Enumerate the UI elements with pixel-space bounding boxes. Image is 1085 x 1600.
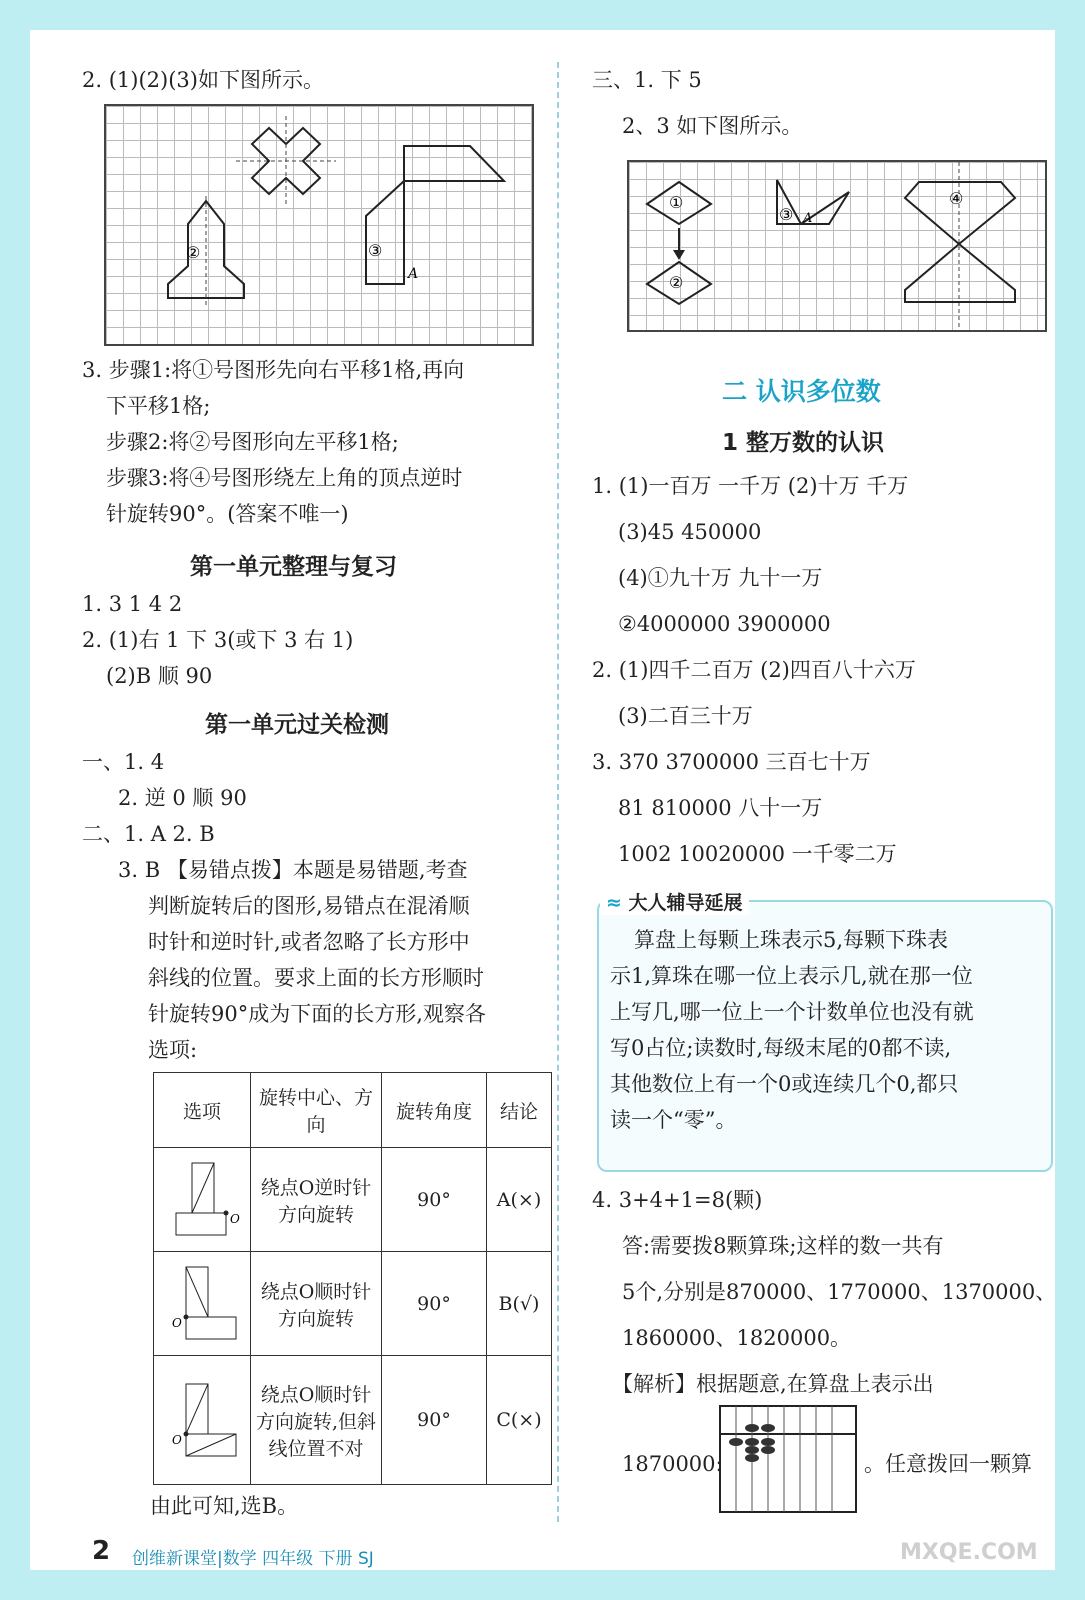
svg-text:O: O — [172, 1316, 182, 1330]
right-s3-1: 三、1. 下 5 — [592, 68, 702, 92]
lesson-title: 1 整万数的认识 — [722, 430, 885, 456]
svg-text:O: O — [230, 1212, 240, 1226]
test-a4-line1: 3. B 【易错点拨】本题是易错题,考查 — [118, 858, 468, 882]
left-figure-svg — [106, 106, 532, 344]
table-cell: C(×) — [487, 1356, 552, 1485]
option-b-svg — [162, 1261, 242, 1341]
abacus-icon — [718, 1404, 858, 1514]
review-a2a: 2. (1)右 1 下 3(或下 3 右 1) — [82, 628, 354, 652]
right-a3-line3: 1002 10020000 一千零二万 — [618, 842, 897, 866]
option-figure-c — [154, 1356, 251, 1485]
unit-title: 二 认识多位数 — [722, 377, 881, 406]
right-a4-line3: 5个,分别是870000、1770000、1370000、 — [622, 1280, 1057, 1304]
rfig-label-4: ④ — [949, 189, 964, 208]
table-header: 旋转中心、方向 — [251, 1073, 382, 1148]
rfig-label-3: ③ — [779, 205, 794, 224]
right-a4-line6a: 1870000: — [622, 1452, 723, 1476]
test-a2: 2. 逆 0 顺 90 — [118, 786, 247, 810]
test-a4-line2: 判断旋转后的图形,易错点在混淆顺 — [148, 894, 470, 918]
right-a4-line1: 4. 3+4+1=8(颗) — [592, 1188, 763, 1212]
test-a4-line6: 选项: — [148, 1038, 198, 1062]
test-title: 第一单元过关检测 — [205, 712, 389, 738]
watermark: MXQE.COM — [900, 1540, 1038, 1565]
svg-text:O: O — [172, 1432, 182, 1447]
table-cell: B(√) — [487, 1252, 552, 1356]
book-info: 创维新课堂|数学 四年级 下册 SJ — [132, 1549, 374, 1569]
option-figure-a — [154, 1148, 251, 1252]
box-line3: 上写几,哪一位上一个计数单位也没有就 — [610, 1000, 974, 1024]
right-a1-line4: ②4000000 3900000 — [618, 612, 831, 636]
table-cell: A(×) — [487, 1148, 552, 1252]
test-a3: 二、1. A 2. B — [82, 822, 215, 846]
table-cell: 90° — [382, 1252, 487, 1356]
option-c-svg — [162, 1378, 242, 1458]
option-a-svg — [162, 1157, 242, 1237]
right-a4-line6b: 。任意拨回一颗算 — [864, 1452, 1032, 1476]
box-line5: 其他数位上有一个0或连续几个0,都只 — [610, 1072, 959, 1096]
column-divider — [557, 62, 559, 1522]
table-cell: 90° — [382, 1356, 487, 1485]
rfig-label-1: ① — [669, 193, 684, 212]
box-line1: 算盘上每颗上珠表示5,每颗下珠表 — [634, 928, 949, 952]
left-grid-figure — [104, 104, 534, 346]
left-q3-line1: 3. 步骤1:将①号图形先向右平移1格,再向 — [82, 358, 465, 382]
left-q2: 2. (1)(2)(3)如下图所示。 — [82, 68, 324, 92]
table-cell: 绕点O顺时针方向旋转 — [251, 1252, 382, 1356]
right-grid-figure — [627, 160, 1047, 332]
table-row — [154, 1148, 552, 1252]
page-border-right — [1055, 0, 1085, 1600]
table-header-row — [154, 1073, 552, 1148]
box-line2: 示1,算珠在哪一位上表示几,就在那一位 — [610, 964, 973, 988]
tutor-box-title-text: 大人辅导延展 — [628, 892, 743, 914]
review-a2b: (2)B 顺 90 — [106, 664, 213, 688]
right-a4-line4: 1860000、1820000。 — [622, 1326, 852, 1350]
table-row — [154, 1252, 552, 1356]
table-cell: 绕点O逆时针方向旋转 — [251, 1148, 382, 1252]
test-a4-line5: 针旋转90°成为下面的长方形,观察各 — [148, 1002, 486, 1026]
table-cell: 90° — [382, 1148, 487, 1252]
page-number: 2 — [92, 1536, 111, 1566]
option-figure-b — [154, 1252, 251, 1356]
right-a1-line3: (4)①九十万 九十一万 — [618, 566, 823, 590]
left-q3-line4: 步骤3:将④号图形绕左上角的顶点逆时 — [106, 466, 463, 490]
flag-shape-3 — [366, 146, 504, 284]
conclusion: 由此可知,选B。 — [150, 1494, 299, 1518]
table-header: 结论 — [487, 1073, 552, 1148]
review-a1: 1. 3 1 4 2 — [82, 592, 183, 616]
box-line4: 写0占位;读数时,每级末尾的0都不读, — [610, 1036, 952, 1060]
table-row — [154, 1356, 552, 1485]
table-header: 选项 — [154, 1073, 251, 1148]
box-line6: 读一个“零”。 — [610, 1108, 737, 1132]
right-s3-2: 2、3 如下图所示。 — [622, 114, 803, 138]
left-q3-line3: 步骤2:将②号图形向左平移1格; — [106, 430, 399, 454]
review-title: 第一单元整理与复习 — [190, 554, 397, 580]
right-a2-line1: 2. (1)四千二百万 (2)四百八十六万 — [592, 658, 916, 682]
left-q3-line5: 针旋转90°。(答案不唯一) — [106, 502, 349, 526]
fig-label-3: ③ — [368, 241, 383, 260]
right-figure-svg — [629, 162, 1045, 330]
right-a1-line2: (3)45 450000 — [618, 520, 762, 544]
page-border-bottom — [0, 1570, 1085, 1600]
test-a1: 一、1. 4 — [82, 750, 165, 774]
page-border-top — [0, 0, 1085, 30]
page-border-left — [0, 0, 30, 1600]
test-a4-line3: 时针和逆时针,或者忽略了长方形中 — [148, 930, 470, 954]
right-a3-line2: 81 810000 八十一万 — [618, 796, 823, 820]
right-a4-line5: 【解析】根据题意,在算盘上表示出 — [612, 1372, 934, 1396]
test-a4-line4: 斜线的位置。要求上面的长方形顺时 — [148, 966, 484, 990]
tutor-box-title — [600, 888, 749, 915]
right-a2-line2: (3)二百三十万 — [618, 704, 753, 728]
right-a1-line1: 1. (1)一百万 一千万 (2)十万 千万 — [592, 474, 909, 498]
rfig-label-a: A — [803, 211, 813, 226]
left-q3-line2: 下平移1格; — [106, 394, 211, 418]
wave-icon: ≈ — [606, 892, 629, 914]
right-a3-line1: 3. 370 3700000 三百七十万 — [592, 750, 871, 774]
right-a4-line2: 答:需要拨8颗算珠;这样的数一共有 — [622, 1234, 944, 1258]
fig-label-a: A — [408, 266, 419, 282]
options-table — [153, 1072, 552, 1485]
table-cell: 绕点O顺时针方向旋转,但斜线位置不对 — [251, 1356, 382, 1485]
fig-label-2: ② — [186, 243, 201, 262]
table-header: 旋转角度 — [382, 1073, 487, 1148]
rfig-label-2: ② — [669, 273, 684, 292]
